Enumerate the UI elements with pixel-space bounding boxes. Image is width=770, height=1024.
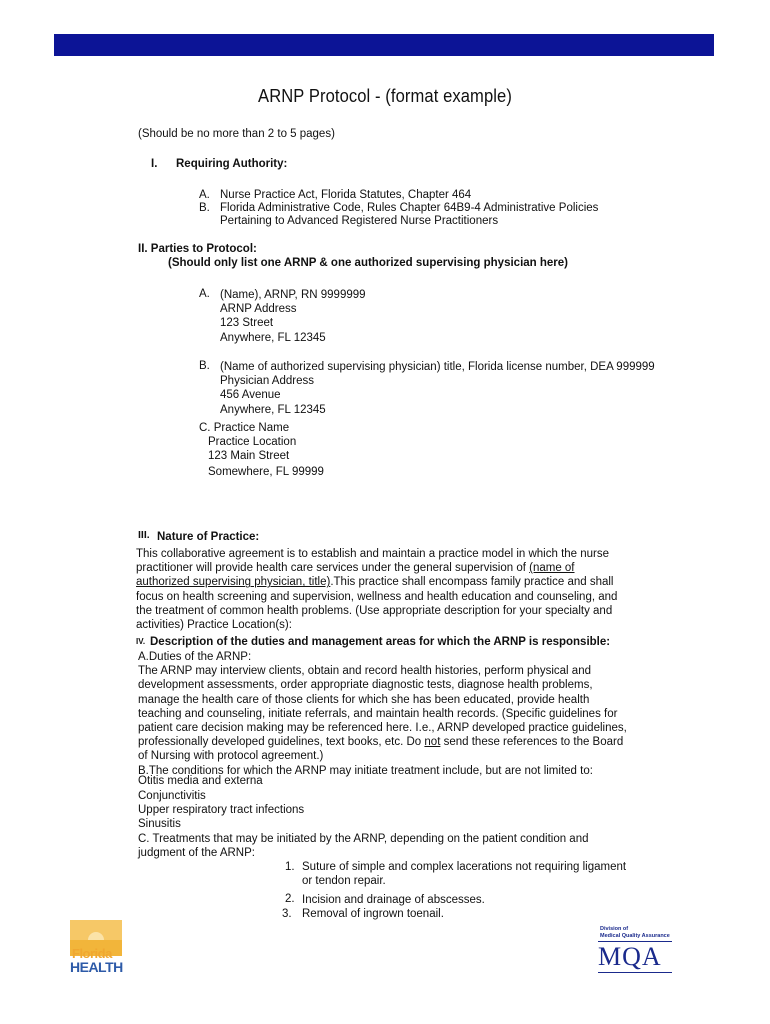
duties-line: The ARNP may interview clients, obtain and record health histories, perform physical and (138, 665, 591, 678)
section3-line: This collaborative agreement is to establish and maintain a practice model in which the nurse (136, 548, 610, 560)
treatment-num: 2. (285, 893, 295, 905)
section1-heading: Requiring Authority: (176, 158, 288, 170)
duties-line6-emphasis: not (424, 736, 441, 749)
party-a-address (220, 288, 366, 345)
conditions-list (138, 789, 589, 860)
mqa-logo (596, 926, 676, 978)
health-logo-text: HEALTH (70, 959, 123, 975)
section1-number: I. (151, 158, 158, 170)
section3-number: III. (138, 529, 150, 541)
party-a-line: 123 Street (220, 317, 274, 330)
duties-line6-a: professionally developed guidelines, text books, etc. Do (138, 736, 425, 749)
condition-item: Upper respiratory tract infections (138, 804, 305, 817)
section3-line3-text: .This practice shall encompass family practice and shall (330, 576, 614, 589)
section3-line (136, 575, 617, 589)
section1-a-text: Nurse Practice Act, Florida Statutes, Chapter 464 (220, 189, 472, 201)
mqa-division-text: Division of (600, 926, 629, 932)
treatment-text: Removal of ingrown toenail. (302, 908, 444, 920)
party-b-label: B. (199, 360, 210, 372)
physician-placeholder: (name of (529, 562, 575, 575)
mqa-letters: MQA (598, 942, 662, 971)
party-b-line: Physician Address (220, 375, 314, 388)
subtitle-note: (Should be no more than 2 to 5 pages) (138, 128, 335, 140)
treatment-num: 3. (282, 908, 292, 920)
practice-street: 123 Main Street (208, 450, 290, 462)
section4-number: IV. (136, 637, 146, 646)
section1-b-text: Florida Administrative Code, Rules Chapter 64B9-4 Administrative Policies (220, 202, 599, 214)
header-bar (54, 34, 714, 56)
section3-line2-text: practitioner will provide health care services under the general supervision of (136, 562, 530, 575)
duties-line: patient care decision making may be referenced here. I.e., ARNP developed practice guidelines, (138, 722, 627, 735)
section2-heading: II. Parties to Protocol: (138, 243, 257, 255)
section3-line: activities) Practice Location(s): (136, 619, 292, 632)
duties-line: manage the health care of those clients for which she has been educated, provide health (138, 693, 590, 706)
section3-line (136, 561, 617, 575)
section4-heading: Description of the duties and management areas for which the ARNP is responsible: (150, 636, 611, 648)
section1-b-text2: Pertaining to Advanced Registered Nurse Practitioners (220, 215, 499, 227)
section1-b-label: B. (199, 202, 210, 214)
section3-paragraph (136, 547, 617, 632)
duties-line: of Nursing with protocol agreement.) (138, 750, 324, 763)
section4-duties (138, 650, 627, 778)
section3-line: focus on health screening and supervision, wellness and health education and counseling, and (136, 590, 618, 603)
treatment-text: Incision and drainage of abscesses. (302, 894, 485, 906)
treatments-intro: C. Treatments that may be initiated by the ARNP, depending on the patient condition and (138, 832, 589, 845)
florida-health-logo (70, 920, 122, 978)
party-b-address (220, 360, 655, 417)
party-b-line: 456 Avenue (220, 389, 281, 402)
practice-location: Practice Location (208, 436, 297, 448)
condition-item: Conjunctivitis (138, 790, 206, 802)
page-title: ARNP Protocol - (format example) (258, 86, 512, 106)
treatments-intro-cont: judgment of the ARNP: (138, 846, 255, 859)
treatment-text-cont: or tendon repair. (302, 875, 386, 887)
duties-heading: A.Duties of the ARNP: (138, 651, 252, 663)
condition-item: Sinusitis (138, 818, 181, 831)
party-b-line: (Name of authorized supervising physician) title, Florida license number, DEA 999999 (220, 361, 655, 373)
party-a-line: Anywhere, FL 12345 (220, 331, 326, 344)
section3-heading: Nature of Practice: (157, 531, 260, 543)
party-b-line: Anywhere, FL 12345 (220, 403, 326, 416)
party-a-line: (Name), ARNP, RN 9999999 (220, 289, 366, 301)
section2-subheading: (Should only list one ARNP & one authorized supervising physician here) (168, 257, 569, 269)
mqa-rule-bottom (598, 972, 672, 973)
section1-a-label: A. (199, 189, 210, 201)
practice-name: C. Practice Name (199, 422, 290, 434)
mqa-full-name: Medical Quality Assurance (600, 933, 670, 939)
duties-line (138, 735, 627, 749)
party-a-label: A. (199, 288, 210, 300)
duties-line: development assessments, order appropriate diagnostic tests, diagnose health problems, (138, 679, 593, 692)
condition-item: Otitis media and externa (138, 775, 263, 787)
duties-line: teaching and counseling, initiate referrals, and maintain health records. (Specific guidelines for (138, 707, 618, 720)
duties-line6-c: send these references to the Board (440, 736, 624, 749)
conditions-heading: B.The conditions for which the ARNP may initiate treatment include, but are not limited to: (138, 764, 593, 777)
physician-placeholder-cont: authorized supervising physician, title) (136, 576, 331, 589)
section3-line: the treatment of common health problems. (Use appropriate description for your specialty and (136, 604, 613, 617)
treatment-num: 1. (285, 861, 295, 873)
practice-city: Somewhere, FL 99999 (208, 466, 324, 478)
party-a-line: ARNP Address (220, 303, 297, 316)
treatment-text: Suture of simple and complex lacerations not requiring ligament (302, 861, 627, 873)
florida-logo-text: Florida (72, 946, 112, 961)
